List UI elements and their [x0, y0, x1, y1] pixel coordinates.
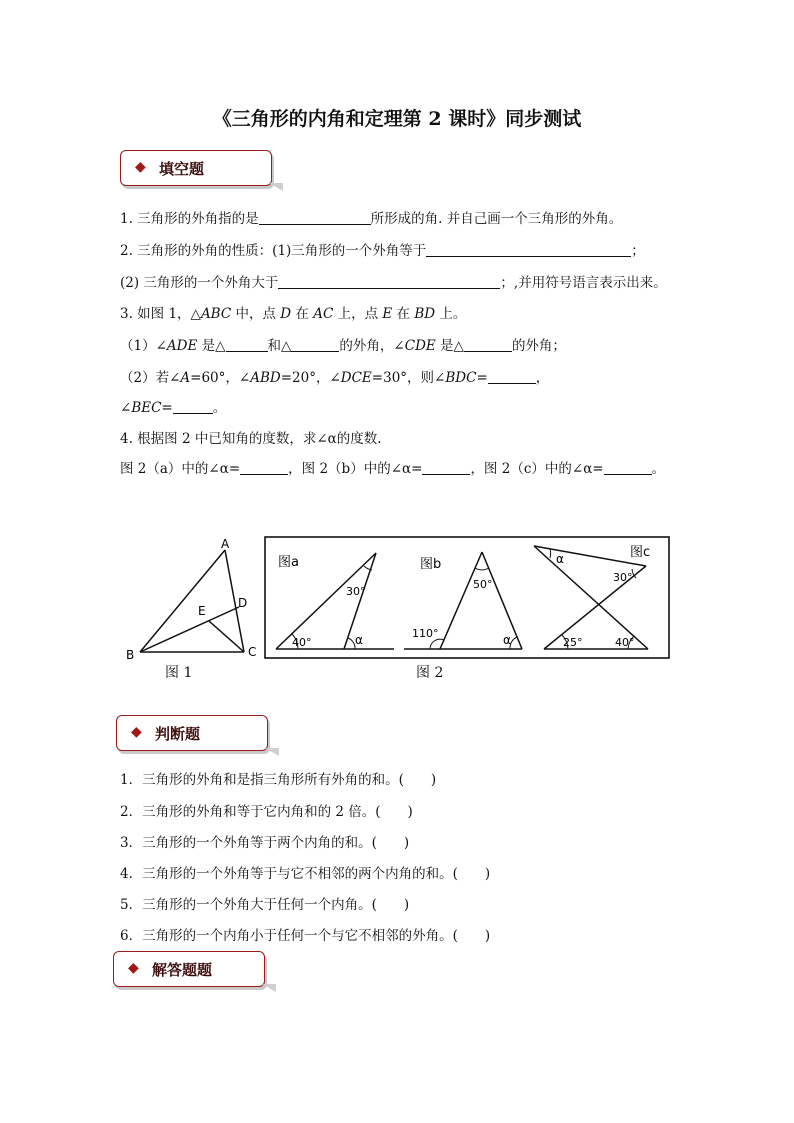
diamond-icon: ◆	[135, 159, 146, 175]
text: 是△	[435, 338, 464, 354]
angle-30-label: 30°	[346, 585, 366, 598]
math-var: CDE	[404, 338, 436, 354]
answer-blank[interactable]	[426, 242, 631, 257]
text: =60°，∠	[190, 370, 251, 386]
text: =20°，∠	[280, 370, 341, 386]
figure-2c-label: 图c	[630, 545, 651, 560]
text: 上。	[435, 306, 467, 322]
text: 。	[212, 400, 227, 416]
question-1	[120, 207, 622, 227]
alpha-label: α	[556, 552, 564, 566]
question-3-2	[120, 366, 549, 386]
alpha-label: α	[503, 633, 511, 647]
math-var: BEC	[131, 400, 162, 416]
answer-blank[interactable]	[464, 337, 512, 352]
diamond-icon: ◆	[128, 960, 139, 976]
math-var: E	[382, 306, 393, 322]
text: （2）若∠	[120, 370, 181, 386]
answer-blank[interactable]	[278, 274, 500, 289]
math-var: ABD	[250, 370, 281, 386]
header-shadow-tail	[262, 984, 276, 992]
text: ，	[535, 370, 550, 386]
question-2b	[120, 271, 667, 291]
answer-blank[interactable]	[259, 210, 371, 225]
judge-item-1: 1．三角形的外角和是指三角形所有外角的和。( )	[120, 772, 437, 788]
text: 中，点	[231, 306, 281, 322]
angle-25-label: 25°	[563, 636, 583, 649]
text: 。	[651, 461, 666, 477]
math-var: D	[280, 306, 292, 322]
judge-item-4: 4．三角形的一个外角等于与它不相邻的两个内角的和。( )	[120, 866, 491, 882]
figure-2a-label: 图a	[278, 555, 299, 570]
angle-110-label: 110°	[412, 627, 439, 640]
q2-text-end: ；	[631, 243, 645, 259]
answer-blank[interactable]	[604, 460, 652, 475]
header-shadow-tail	[269, 183, 283, 191]
answer-blank[interactable]	[488, 369, 536, 384]
answer-blank[interactable]	[240, 460, 288, 475]
text: 的外角，∠	[339, 338, 405, 354]
judge-item-5: 5．三角形的一个外角大于任何一个内角。( )	[120, 897, 410, 913]
q2-text: 2. 三角形的外角的性质：(1)三角形的一个外角等于	[120, 243, 427, 259]
section-label: 判断题	[155, 725, 201, 743]
math-var: DCE	[340, 370, 372, 386]
math-var: ABC	[200, 306, 232, 322]
point-label-c: C	[248, 645, 257, 659]
page-title: 《三角形的内角和定理第 2 课时》同步测试	[212, 108, 582, 130]
angle-30-label: 30°	[613, 571, 633, 584]
text: 3. 如图 1，△	[120, 306, 201, 322]
header-shadow-tail	[265, 748, 279, 756]
q1-text-end: 所形成的角. 并自己画一个三角形的外角。	[370, 211, 623, 227]
question-4b	[120, 457, 665, 477]
q2b-text-end: ；,并用符号语言表示出来。	[500, 275, 667, 291]
judge-item-2: 2．三角形的外角和等于它内角和的 2 倍。( )	[120, 804, 413, 820]
point-label-d: D	[238, 596, 248, 610]
text: ∠	[120, 400, 132, 416]
text: 在	[392, 306, 415, 322]
text: 是△	[197, 338, 226, 354]
text: 在	[291, 306, 314, 322]
answer-blank[interactable]	[291, 337, 339, 352]
figure-2-caption: 图 2	[416, 665, 444, 681]
math-var: A	[180, 370, 191, 386]
question-4	[120, 427, 382, 447]
section-header-fill	[120, 150, 272, 186]
math-var: BDC	[445, 370, 477, 386]
alpha-label: α	[355, 633, 363, 647]
section-label: 填空题	[159, 160, 205, 178]
angle-40-label: 40°	[615, 636, 635, 649]
answer-blank[interactable]	[422, 460, 470, 475]
q2b-text: (2) 三角形的一个外角大于	[120, 275, 279, 291]
figure-2b-label: 图b	[420, 557, 442, 572]
section-label: 解答题题	[152, 961, 213, 979]
diamond-icon: ◆	[131, 724, 142, 740]
text: =	[476, 370, 488, 386]
point-label-a: A	[221, 537, 230, 551]
judge-item-3: 3．三角形的一个外角等于两个内角的和。( )	[120, 835, 410, 851]
text: （1）∠	[120, 338, 167, 354]
answer-blank[interactable]	[173, 399, 213, 414]
figure-2-diagrams	[264, 536, 672, 660]
figure-1-caption: 图 1	[165, 665, 193, 681]
q4-text: 4. 根据图 2 中已知角的度数，求∠α的度数.	[120, 431, 382, 447]
math-var: AC	[313, 306, 334, 322]
text: =	[161, 400, 173, 416]
judge-item-6: 6．三角形的一个内角小于任何一个与它不相邻的外角。( )	[120, 928, 491, 944]
math-var: ADE	[166, 338, 198, 354]
text: ，图 2（b）中的∠α=	[288, 461, 423, 477]
angle-50-label: 50°	[473, 578, 493, 591]
text: 图 2（a）中的∠α=	[120, 461, 241, 477]
point-label-e: E	[198, 604, 206, 618]
text: 的外角；	[511, 338, 566, 354]
text: 上，点	[333, 306, 383, 322]
q1-text: 1. 三角形的外角指的是	[120, 211, 259, 227]
question-3	[120, 302, 466, 322]
point-label-b: B	[126, 648, 135, 662]
answer-blank[interactable]	[226, 337, 268, 352]
math-var: BD	[414, 306, 436, 322]
text: =30°，则∠	[371, 370, 446, 386]
text: ，图 2（c）中的∠α=	[470, 461, 604, 477]
section-header-judge	[116, 715, 268, 751]
question-3-1	[120, 334, 566, 354]
question-2	[120, 239, 645, 259]
angle-40-label: 40°	[292, 636, 312, 649]
question-3-3	[120, 396, 226, 416]
section-header-answer	[113, 951, 265, 987]
figure-1-triangle	[118, 532, 268, 662]
text: 和△	[267, 338, 292, 354]
